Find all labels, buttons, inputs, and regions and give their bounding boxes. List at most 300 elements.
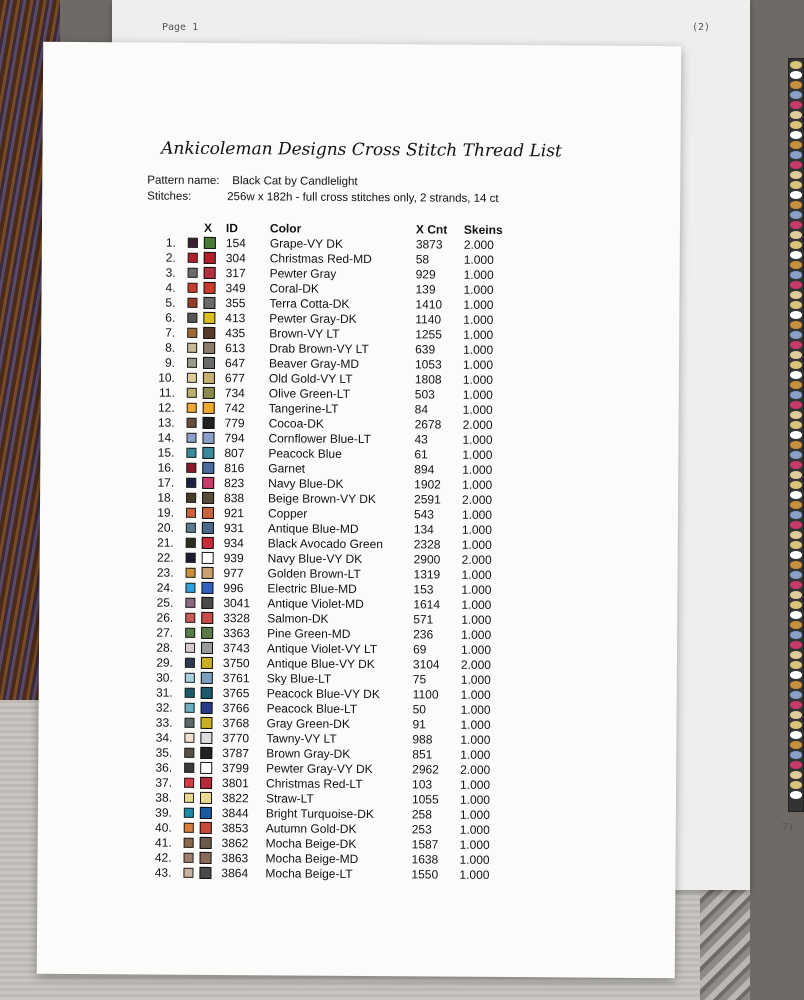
thread-color-name: Navy Blue-VY DK [267, 550, 363, 566]
stitch-symbol [200, 760, 222, 775]
color-swatch [180, 460, 202, 475]
stitch-count: 258 [411, 806, 432, 822]
strip-symbol [790, 331, 802, 339]
thread-id: 3863 [221, 850, 249, 865]
stitch-symbol [204, 265, 226, 280]
thread-color-name: Autumn Gold-DK [265, 820, 357, 836]
symbol-square [203, 387, 215, 399]
swatch-square [187, 418, 197, 428]
color-swatch [178, 835, 200, 850]
color-swatch [182, 235, 204, 250]
thread-color-name: Straw-LT [265, 790, 314, 806]
thread-color-name: Pewter Gray [269, 265, 337, 281]
skein-count: 1.000 [459, 807, 490, 822]
row-number: 13. [157, 415, 175, 430]
skein-count: 1.000 [462, 387, 493, 402]
strip-symbol [790, 491, 802, 499]
stitch-symbol [201, 595, 223, 610]
symbol-square [199, 867, 211, 879]
strip-symbol [790, 111, 802, 119]
symbol-square [202, 462, 214, 474]
symbol-square [204, 267, 216, 279]
strip-symbol [790, 321, 802, 329]
stitch-count: 1100 [412, 686, 439, 702]
swatch-square [186, 553, 196, 563]
skein-count: 1.000 [461, 507, 493, 522]
color-swatch [178, 760, 200, 775]
thread-id: 3822 [221, 790, 249, 805]
row-number: 23. [156, 565, 174, 580]
thread-id: 838 [224, 490, 245, 505]
symbol-square [201, 597, 213, 609]
stitch-count: 1902 [414, 476, 441, 492]
thread-color-name: Christmas Red-MD [269, 250, 372, 266]
symbol-square [202, 552, 214, 564]
strip-symbol [790, 231, 802, 239]
swatch-square [187, 328, 197, 338]
stitch-symbol [204, 235, 226, 250]
skein-count: 1.000 [463, 327, 494, 342]
stitch-symbol [202, 535, 224, 550]
thread-id: 317 [225, 265, 246, 280]
skein-count: 1.000 [461, 537, 492, 552]
strip-symbol [790, 541, 802, 549]
strip-symbol [790, 341, 802, 349]
stitch-symbol [202, 490, 224, 505]
row-number: 12. [157, 400, 175, 415]
strip-symbol [790, 651, 802, 659]
row-number: 10. [158, 370, 175, 385]
stitch-symbol [200, 850, 222, 865]
stitch-symbol [203, 370, 225, 385]
row-number: 18. [157, 490, 175, 505]
swatch-square [186, 508, 196, 518]
strip-symbol [790, 181, 802, 189]
thread-color-name: Antique Blue-VY DK [266, 655, 375, 671]
strip-symbol [790, 221, 802, 229]
strip-symbol [790, 161, 802, 169]
strip-symbol [790, 791, 802, 799]
symbol-square [201, 687, 213, 699]
row-number: 1. [165, 235, 176, 250]
swatch-square [184, 823, 194, 833]
skeins-column-header: Skeins [463, 222, 503, 237]
thread-id: 435 [225, 325, 246, 340]
stitch-count: 61 [414, 446, 428, 461]
symbol-square [202, 567, 214, 579]
thread-id: 3799 [222, 760, 249, 775]
color-swatch [178, 775, 200, 790]
stitch-symbol [201, 580, 223, 595]
swatch-square [186, 478, 196, 488]
strip-symbol [790, 711, 802, 719]
color-swatch [179, 625, 201, 640]
stitch-symbol [201, 655, 223, 670]
stitch-symbol [202, 445, 224, 460]
color-swatch [179, 685, 201, 700]
symbol-square [200, 792, 212, 804]
color-swatch [177, 865, 199, 880]
stitch-count: 1614 [413, 596, 441, 612]
stitch-count: 1808 [414, 371, 442, 387]
row-number: 32. [155, 700, 173, 715]
symbol-square [203, 297, 215, 309]
thread-id: 734 [224, 385, 245, 400]
row-number: 41. [154, 835, 172, 850]
strip-symbol [790, 151, 802, 159]
thread-id: 3787 [222, 745, 250, 760]
row-number: 7. [165, 325, 176, 340]
symbol-square [203, 357, 215, 369]
symbol-square [203, 402, 215, 414]
stitch-count: 851 [412, 746, 433, 762]
stitch-count: 75 [412, 671, 427, 686]
thread-color-name: Gray Green-DK [266, 715, 350, 731]
skein-count: 1.000 [460, 687, 491, 702]
pattern-name-value: Black Cat by Candlelight [232, 175, 358, 188]
thread-color-name: Coral-DK [269, 280, 319, 296]
stitch-symbol [200, 745, 222, 760]
stitch-symbol [204, 250, 226, 265]
thread-id: 154 [225, 235, 246, 250]
strip-symbol [790, 481, 802, 489]
strip-symbol [790, 291, 802, 299]
swatch-square [186, 493, 196, 503]
strip-symbol [790, 371, 802, 379]
color-swatch [180, 505, 202, 520]
thread-color-name: Terra Cotta-DK [269, 295, 350, 311]
thread-id: 3765 [222, 685, 250, 700]
thread-id: 304 [225, 250, 246, 265]
swatch-square [187, 298, 197, 308]
row-number: 16. [157, 460, 175, 475]
strip-symbol [790, 411, 802, 419]
skein-count: 1.000 [461, 612, 492, 627]
stitch-count: 1255 [415, 326, 442, 342]
thread-id: 823 [224, 475, 245, 490]
thread-id: 349 [225, 280, 246, 295]
row-number: 15. [157, 445, 175, 460]
row-number: 34. [155, 730, 173, 745]
strip-symbol [790, 571, 802, 579]
color-swatch [178, 730, 200, 745]
thread-color-name: Bright Turquoise-DK [265, 805, 374, 821]
stitch-count: 1140 [415, 311, 442, 327]
stitch-count: 153 [413, 581, 434, 597]
document-title: Ankicoleman Designs Cross Stitch Thread List [161, 138, 562, 162]
back-page-header [162, 22, 710, 33]
thread-color-name: Drab Brown-VY LT [269, 340, 369, 356]
stitch-symbol [203, 340, 225, 355]
thread-id: 613 [225, 340, 246, 355]
row-number: 40. [155, 820, 172, 835]
color-swatch [181, 310, 203, 325]
skein-count: 2.000 [462, 417, 493, 432]
thread-id: 996 [223, 580, 244, 595]
swatch-square [184, 763, 194, 773]
stitch-symbol [202, 430, 224, 445]
color-swatch [180, 535, 202, 550]
skein-count: 1.000 [462, 402, 493, 417]
thread-id: 355 [225, 295, 246, 310]
swatch-square [184, 733, 194, 743]
symbol-square [202, 492, 214, 504]
stitch-symbol [201, 670, 223, 685]
row-number: 29. [156, 655, 173, 670]
stitch-symbol [203, 400, 225, 415]
stitch-symbol [200, 715, 222, 730]
thread-id: 647 [224, 355, 246, 370]
symbol-square [203, 417, 215, 429]
stitch-count: 639 [415, 341, 436, 357]
row-number: 9. [164, 355, 176, 370]
color-swatch [181, 295, 203, 310]
row-number: 17. [157, 475, 175, 490]
thread-row [135, 864, 509, 882]
strip-symbol [790, 311, 802, 319]
skein-count: 1.000 [462, 432, 493, 447]
strip-symbol [790, 591, 802, 599]
thread-color-name: Garnet [268, 460, 306, 476]
strip-symbol [790, 641, 802, 649]
symbol-square [201, 582, 213, 594]
strip-symbol [790, 751, 802, 759]
strip-symbol [790, 131, 802, 139]
row-number: 42. [154, 850, 172, 865]
thread-color-name: Peacock Blue [268, 445, 342, 461]
stitch-count: 988 [412, 731, 433, 747]
color-swatch [179, 655, 201, 670]
thread-color-name: Brown Gray-DK [266, 745, 351, 761]
strip-symbol [790, 81, 802, 89]
stitch-count: 1053 [414, 356, 442, 372]
symbol-square [202, 432, 214, 444]
stitch-count: 58 [415, 251, 430, 266]
skein-count: 1.000 [459, 867, 490, 882]
row-number: 11. [158, 385, 175, 400]
row-number: 6. [165, 310, 176, 325]
thread-color-name: Peacock Blue-LT [266, 700, 358, 716]
thread-color-name: Christmas Red-LT [266, 775, 363, 791]
skein-count: 1.000 [461, 627, 492, 642]
swatch-square [186, 448, 196, 458]
thread-id: 677 [224, 370, 246, 385]
thread-color-name: Golden Brown-LT [267, 565, 361, 581]
color-swatch [181, 340, 203, 355]
color-column-header: Color [269, 221, 302, 236]
strip-symbol [790, 101, 802, 109]
strip-symbol [790, 501, 802, 509]
stitch-symbol [202, 475, 224, 490]
stitch-count: 84 [414, 401, 429, 416]
stitch-count: 503 [414, 386, 435, 402]
row-number: 36. [155, 760, 173, 775]
symbol-square [201, 642, 213, 654]
swatch-square [185, 688, 195, 698]
color-swatch [178, 715, 200, 730]
stitch-symbol [201, 625, 223, 640]
symbol-square [201, 612, 213, 624]
stitch-symbol [200, 790, 222, 805]
thread-id: 779 [224, 415, 245, 430]
strip-symbol [790, 281, 802, 289]
row-number: 20. [157, 520, 174, 535]
strip-symbol [790, 511, 802, 519]
thread-color-name: Beige Brown-VY DK [268, 490, 376, 506]
thread-id: 794 [224, 430, 245, 445]
strip-symbol [790, 351, 802, 359]
thread-id: 3328 [223, 610, 250, 625]
symbol-square [203, 342, 215, 354]
strip-symbol [790, 761, 802, 769]
thread-table [135, 220, 514, 882]
color-swatch [181, 400, 203, 415]
swatch-square [188, 268, 198, 278]
strip-symbol [790, 731, 802, 739]
skein-count: 1.000 [461, 567, 492, 582]
skein-count: 1.000 [463, 252, 494, 267]
color-swatch [180, 445, 202, 460]
swatch-square [185, 628, 195, 638]
strip-symbol [790, 401, 802, 409]
row-number: 8. [165, 340, 176, 355]
symbol-square [204, 252, 216, 264]
thread-color-name: Mocha Beige-DK [265, 835, 357, 851]
stitch-symbol [201, 700, 223, 715]
thread-color-name: Salmon-DK [267, 610, 329, 626]
stitch-count: 1410 [415, 296, 443, 312]
swatch-square [187, 388, 197, 398]
swatch-square [184, 838, 194, 848]
stitch-count: 2962 [412, 761, 439, 777]
thread-id: 939 [223, 550, 244, 565]
swatch-square [185, 658, 195, 668]
skein-count: 1.000 [460, 642, 492, 657]
thread-color-name: Tangerine-LT [268, 400, 339, 416]
skein-count: 1.000 [460, 732, 491, 747]
row-number: 25. [156, 595, 174, 610]
row-number: 35. [155, 745, 173, 760]
stitch-count: 134 [413, 521, 434, 537]
swatch-square [184, 853, 194, 863]
skein-count: 1.000 [462, 462, 493, 477]
thread-id: 3363 [223, 625, 250, 640]
color-swatch [179, 640, 201, 655]
stitch-count: 236 [413, 626, 434, 642]
symbol-square [200, 717, 212, 729]
swatch-square [184, 748, 194, 758]
stitch-count: 571 [413, 611, 434, 627]
symbol-square [202, 507, 214, 519]
strip-symbol [790, 381, 802, 389]
row-number: 38. [155, 790, 173, 805]
strip-symbol [790, 661, 802, 669]
color-swatch [179, 670, 201, 685]
swatch-square [185, 598, 195, 608]
color-swatch [179, 700, 201, 715]
thread-color-name: Tawny-VY LT [266, 730, 337, 746]
row-number: 4. [165, 280, 176, 295]
thread-id: 3761 [222, 670, 250, 685]
strip-symbol [790, 121, 802, 129]
symbol-square [200, 732, 212, 744]
symbol-square [203, 327, 215, 339]
thread-color-name: Electric Blue-MD [267, 580, 357, 596]
stitch-symbol [203, 415, 225, 430]
row-number: 37. [155, 775, 173, 790]
skein-count: 2.000 [460, 762, 491, 777]
strip-symbol [790, 721, 802, 729]
swatch-square [187, 403, 197, 413]
swatch-square [184, 793, 194, 803]
stitch-symbol [202, 520, 224, 535]
row-number: 26. [156, 610, 174, 625]
skein-count: 1.000 [463, 297, 494, 312]
thread-id: 934 [223, 535, 244, 550]
swatch-square [187, 313, 197, 323]
thread-id: 3041 [223, 595, 251, 610]
symbol-key-strip [788, 58, 804, 812]
strip-symbol [790, 241, 802, 249]
thread-id: 3864 [221, 865, 249, 880]
skein-count: 1.000 [461, 582, 492, 597]
stitch-count: 2328 [413, 536, 441, 552]
color-swatch [178, 790, 200, 805]
strip-symbol [790, 201, 802, 209]
strip-symbol [790, 681, 802, 689]
row-number: 21. [157, 535, 174, 550]
color-swatch [179, 610, 201, 625]
stitch-count: 3873 [415, 236, 443, 252]
swatch-square [184, 718, 194, 728]
strip-symbol [790, 691, 802, 699]
skein-count: 1.000 [460, 717, 491, 732]
back-page-number: (2) [691, 22, 710, 33]
stitch-count: 929 [415, 266, 436, 282]
stitch-symbol [202, 460, 224, 475]
symbol-square [202, 477, 214, 489]
symbol-square [202, 537, 214, 549]
strip-symbol [790, 61, 802, 69]
thread-id: 977 [223, 565, 244, 580]
strip-symbol [790, 531, 802, 539]
swatch-square [186, 463, 196, 473]
row-number: 33. [155, 715, 173, 730]
skein-count: 2.000 [462, 492, 493, 507]
swatch-square [187, 343, 197, 353]
swatch-square [184, 808, 194, 818]
strip-symbol [790, 191, 802, 199]
color-swatch [181, 385, 203, 400]
row-number: 3. [165, 265, 176, 280]
strip-symbol [790, 91, 802, 99]
stitch-count: 91 [412, 716, 426, 731]
skein-count: 1.000 [461, 597, 492, 612]
thread-id: 807 [224, 445, 245, 460]
strip-symbol [790, 431, 802, 439]
strip-symbol [790, 141, 802, 149]
skein-count: 1.000 [459, 852, 490, 867]
thread-color-name: Copper [267, 505, 308, 521]
thread-id: 3801 [222, 775, 249, 790]
stitch-symbol [203, 295, 225, 310]
stitch-count: 1055 [411, 791, 439, 807]
stitch-count: 253 [411, 821, 432, 837]
symbol-square [200, 807, 212, 819]
stitch-symbol [203, 280, 225, 295]
stitch-symbol [200, 835, 222, 850]
color-swatch [181, 415, 203, 430]
